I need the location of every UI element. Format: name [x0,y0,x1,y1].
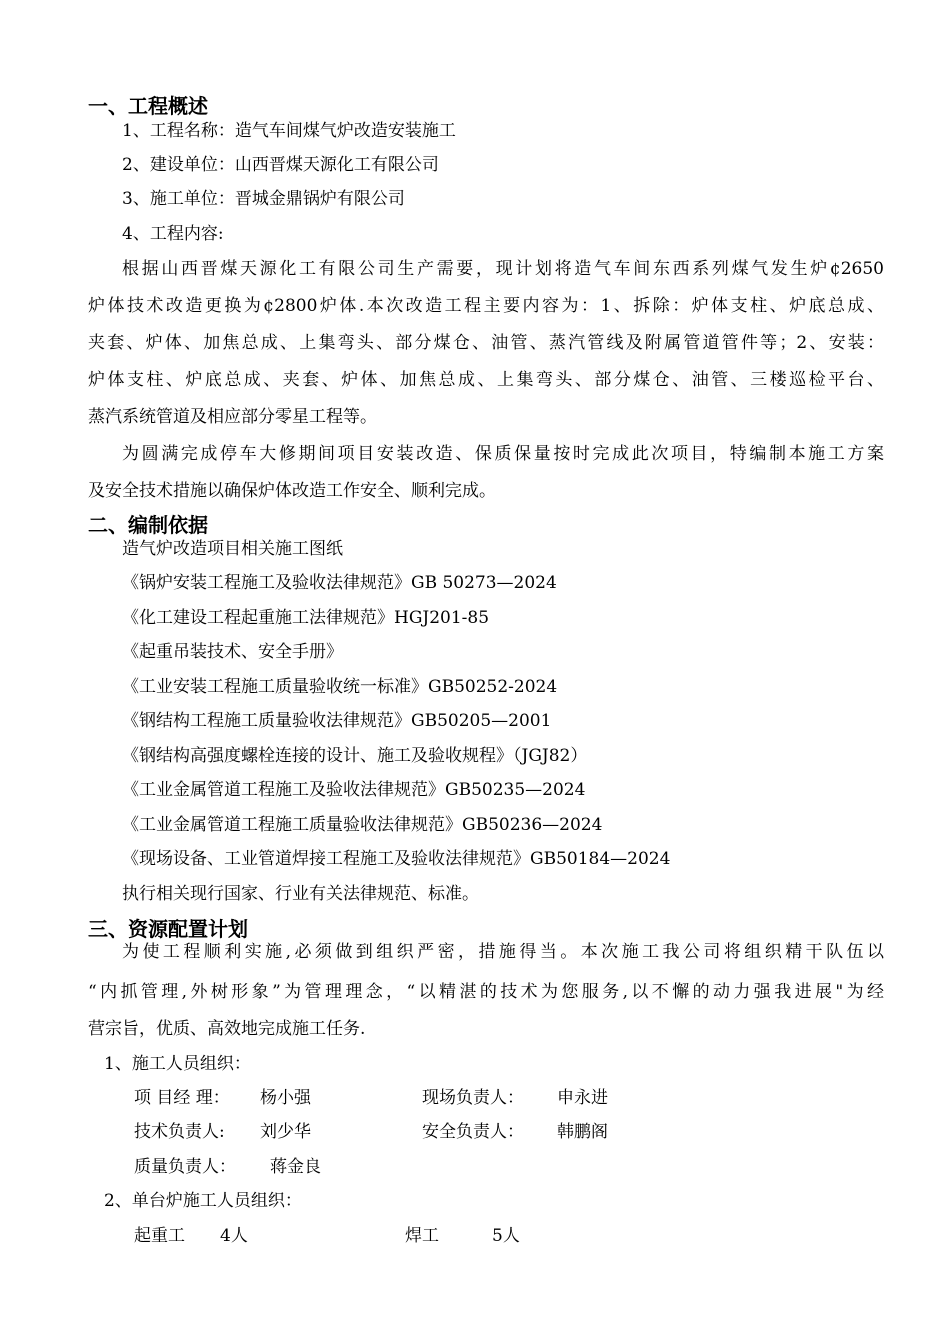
basis-item: 《化工建设工程起重施工法律规范》HGJ201-85 [122,608,490,628]
paragraph-line: 及安全技术措施以确保炉体改造工作安全、顺利完成。 [88,481,496,501]
section-heading-basis: 二、编制依据 [88,513,208,537]
basis-item: 《钢结构高强度螺栓连接的设计、施工及验收规程》（JGJ82） [122,746,588,766]
basis-item: 造气炉改造项目相关施工图纸 [122,539,343,559]
paragraph-line: 蒸汽系统管道及相应部分零星工程等。 [88,407,377,427]
site-manager-label: 现场负责人： [422,1088,524,1108]
crew-organization-heading: 2、单台炉施工人员组织： [104,1191,302,1211]
contractor-line: 3、施工单位：晋城金鼎锅炉有限公司 [122,189,405,209]
welder-label: 焊工 [405,1226,439,1246]
quality-lead-name: 蒋金良 [270,1157,321,1177]
paragraph-line: 炉体技术改造更换为¢2800炉体.本次改造工程主要内容为：1、拆除：炉体支柱、炉底总成、 [88,296,884,316]
project-manager-name: 杨小强 [260,1088,311,1108]
section-heading-resources: 三、资源配置计划 [88,917,248,941]
safety-lead-name: 韩鹏阁 [557,1122,608,1142]
project-name-line: 1、工程名称：造气车间煤气炉改造安装施工 [122,121,456,141]
project-manager-label: 项 目经 理： [134,1088,230,1108]
rigger-label: 起重工 [134,1226,185,1246]
technical-lead-name: 刘少华 [260,1122,311,1142]
basis-item: 《锅炉安装工程施工及验收法律规范》GB 50273—2024 [122,573,557,593]
paragraph-line: “内抓管理,外树形象”为管理理念，“以精湛的技术为您服务,以不懈的动力强我进展"为经 [88,982,884,1002]
site-manager-name: 申永进 [557,1088,608,1108]
technical-lead-label: 技术负责人: [134,1122,225,1142]
basis-item: 《现场设备、工业管道焊接工程施工及验收法律规范》GB50184—2024 [122,849,671,869]
rigger-count: 4人 [220,1226,248,1246]
section-heading-overview: 一、工程概述 [88,94,208,118]
content-label-line: 4、工程内容: [122,224,224,244]
quality-lead-label: 质量负责人： [134,1157,236,1177]
paragraph-line: 为圆满完成停车大修期间项目安装改造、保质保量按时完成此次项目，特编制本施工方案 [122,444,884,464]
safety-lead-label: 安全负责人： [422,1122,524,1142]
paragraph-line: 夹套、炉体、加焦总成、上集弯头、部分煤仓、油管、蒸汽管线及附属管道管件等；2、安装： [88,333,884,353]
staff-organization-heading: 1、施工人员组织： [104,1054,251,1074]
basis-item: 《钢结构工程施工质量验收法律规范》GB50205—2001 [122,711,552,731]
basis-item: 《工业安装工程施工质量验收统一标准》GB50252-2024 [122,677,558,697]
basis-item: 《工业金属管道工程施工及验收法律规范》GB50235—2024 [122,780,586,800]
paragraph-line: 营宗旨，优质、高效地完成施工任务. [88,1019,366,1039]
basis-item: 《工业金属管道工程施工质量验收法律规范》GB50236—2024 [122,815,603,835]
owner-line: 2、建设单位：山西晋煤天源化工有限公司 [122,155,439,175]
paragraph-line: 为使工程顺利实施,必须做到组织严密，措施得当。本次施工我公司将组织精干队伍以 [122,942,884,962]
basis-item: 执行相关现行国家、行业有关法律规范、标准。 [122,884,479,904]
paragraph-line: 炉体支柱、炉底总成、夹套、炉体、加焦总成、上集弯头、部分煤仓、油管、三楼巡检平台、 [88,370,884,390]
basis-item: 《起重吊装技术、安全手册》 [122,642,343,662]
welder-count: 5人 [492,1226,520,1246]
paragraph-line: 根据山西晋煤天源化工有限公司生产需要，现计划将造气车间东西系列煤气发生炉¢2650 [122,259,884,279]
